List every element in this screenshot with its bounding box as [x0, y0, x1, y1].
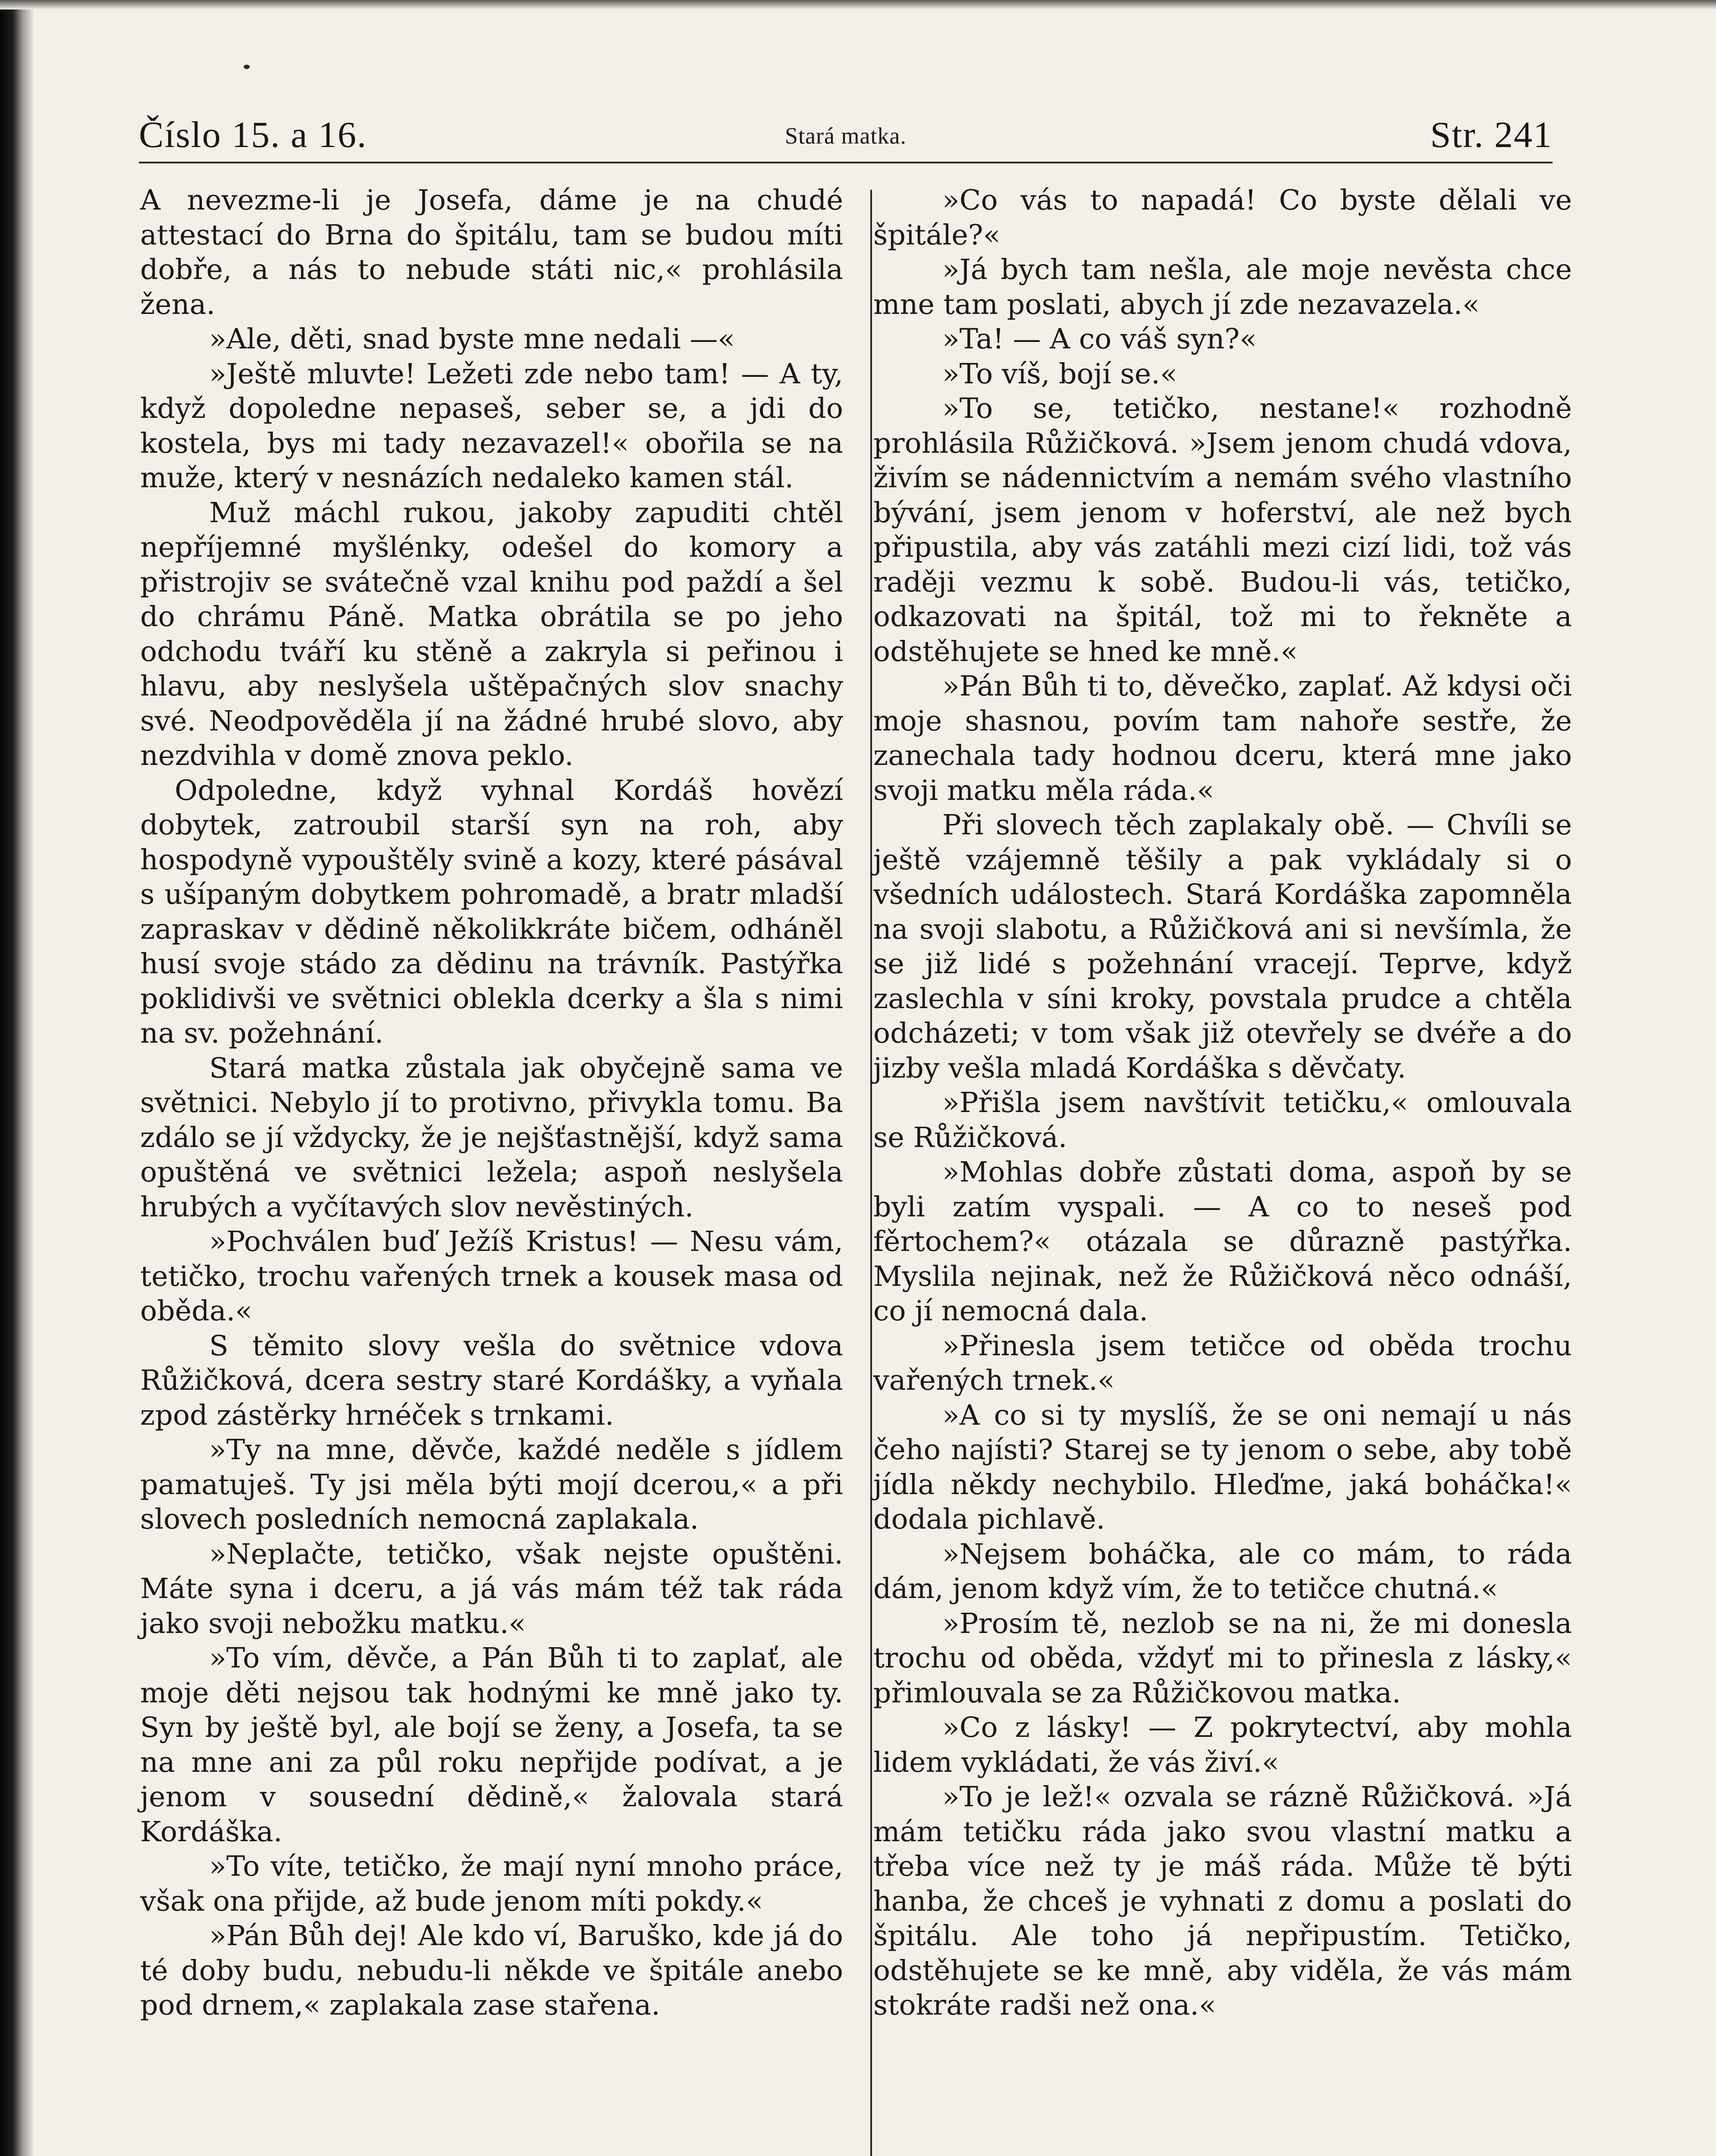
paragraph: »Pán Bůh ti to, děvečko, zaplať. Až kdysi oči moje shasnou, povím tam nahoře sestře, že zanechala tady hodnou dceru, která mne jako svoji matku měla ráda.«	[873, 670, 1572, 807]
paragraph: Při slovech těch zaplakaly obě. — Chvíli se ještě vzájemně těšily a pak vykládaly si o všedních událostech. Stará Kordáška zapomněla na svoji slabotu, a Růžičková ani si nevšímla, že se již lidé s požehnání vracejí. Teprve, když zaslechla v síni kroky, povstala prudce a chtěla odcházeti; v tom však již otevřely se dvéře a do jizby vešla mladá Kordáška s děvčaty.	[873, 809, 1572, 1084]
paragraph: »Přišla jsem navštívit tetičku,« omlouvala se Růžičková.	[873, 1087, 1572, 1154]
paragraph: »A co si ty myslíš, že se oni nemají u nás čeho najísti? Starej se ty jenom o sebe, aby tobě jídla někdy nechybilo. Hleďme, jaká boháčka!« dodala pichlavě.	[873, 1399, 1572, 1536]
paragraph: »Pán Bůh dej! Ale kdo ví, Baruško, kde já do té doby budu, nebudu-li někde ve špitále anebo pod drnem,« zaplakala zase stařena.	[140, 1920, 843, 2021]
paragraph: »Co vás to napadá! Co byste dělali ve špitále?«	[873, 184, 1572, 251]
page-number: Str. 241	[1430, 114, 1553, 155]
paragraph: Stará matka zůstala jak obyčejně sama ve světnici. Nebylo jí to protivno, přivykla tomu. Ba zdálo se jí vždycky, že je nejšťastnější, když sama opuštěná ve světnici ležela; aspoň neslyšela hrubých a vyčítavých slov nevěstiných.	[140, 1052, 843, 1223]
paragraph: Odpoledne, když vyhnal Kordáš hovězí dobytek, zatroubil starší syn na roh, aby hospodyně vypouštěly svině a kozy, které pásával s ušípaným dobytkem pohromadě, a bratr mladší zapraskav v dědině několikkráte bičem, odháněl husí svoje stádo za dědinu na trávník. Pastýřka poklidivši ve světnici oblekla dcerky a šla s nimi na sv. požehnání.	[140, 774, 843, 1050]
paragraph: »To se, tetičko, nestane!« rozhodně prohlásila Růžičková. »Jsem jenom chudá vdova, živím se nádennictvím a nemám svého vlastního bývání, jsem jenom v hoferství, ale než bych připustila, aby vás zatáhli mezi cizí lidi, tož vás raději vezmu k sobě. Budou-li vás, tetičko, odkazovati na špitál, tož mi to řekněte a odstěhujete se hned ke mně.«	[873, 392, 1572, 668]
paragraph: »To je lež!« ozvala se rázně Růžičková. »Já mám tetičku ráda jako svou vlastní matku a třeba více než ty je máš ráda. Může tě býti hanba, že chceš je vyhnati z domu a poslati do špitálu. Ale toho já nepřipustím. Tetičko, odstěhujete se ke mně, aby viděla, že vás mám stokráte radši než ona.«	[873, 1781, 1572, 2021]
paragraph: »Já bych tam nešla, ale moje nevěsta chce mne tam poslati, abych jí zde nezavazela.«	[873, 254, 1572, 321]
paragraph: »Pochválen buď Ježíš Kristus! — Nesu vám, tetičko, trochu vařených trnek a kousek masa od oběda.«	[140, 1225, 843, 1327]
paragraph: »Ta! — A co váš syn?«	[942, 323, 1257, 355]
paragraph: »To víte, tetičko, že mají nyní mnoho práce, však ona přijde, až bude jenom míti pokdy.«	[140, 1850, 843, 1918]
paragraph: »Nejsem boháčka, ale co mám, to ráda dám, jenom když vím, že to tetičce chutná.«	[873, 1538, 1572, 1605]
page-top-edge	[0, 0, 1716, 9]
header-rule	[139, 162, 1553, 163]
paragraph: Muž máchl rukou, jakoby zapuditi chtěl nepříjemné myšlénky, odešel do komory a přistrojiv se svátečně vzal knihu pod paždí a šel do chrámu Páně. Matka obrátila se po jeho odchodu tváří ku stěně a zakryla si peřinou i hlavu, aby neslyšela uštěpačných slov snachy své. Neodpověděla jí na žádné hrubé slovo, aby nezdvihla v domě znova peklo.	[140, 496, 843, 772]
paragraph: A nevezme-li je Josefa, dáme je na chudé attestací do Brna do špitálu, tam se budou míti dobře, a nás to nebude státi nic,« prohlásila žena.	[140, 184, 843, 321]
paragraph: »Přinesla jsem tetičce od oběda trochu vařených trnek.«	[873, 1329, 1572, 1397]
right-column	[873, 183, 1572, 2023]
page-binding-edge	[0, 0, 35, 2156]
paragraph: »Neplačte, tetičko, však nejste opuštěni. Máte syna i dceru, a já vás mám též tak ráda jako svoji nebožku matku.«	[140, 1538, 843, 1640]
paragraph: »Ale, děti, snad byste mne nedali —«	[209, 323, 735, 355]
scan-speck	[244, 65, 250, 69]
column-divider	[870, 190, 872, 2156]
left-column	[140, 183, 843, 2023]
paragraph: »Co z lásky! — Z pokrytectví, aby mohla lidem vykládati, že vás živí.«	[873, 1711, 1572, 1779]
paragraph: »Mohlas dobře zůstati doma, aspoň by se byli zatím vyspali. — A co to neseš pod fěrtochem?« otázala se důrazně pastýřka. Myslila nejinak, než že Růžičková něco odnáší, co jí nemocná dala.	[873, 1156, 1572, 1327]
paragraph: »Ještě mluvte! Ležeti zde nebo tam! — A ty, když dopoledne nepaseš, seber se, a jdi do kostela, bys mi tady nezavazel!« obořila se na muže, který v nesnázích nedaleko kamen stál.	[140, 357, 843, 494]
paragraph: »To víš, bojí se.«	[942, 357, 1177, 390]
paragraph: S těmito slovy vešla do světnice vdova Růžičková, dcera sestry staré Kordášky, a vyňala zpod zástěrky hrnéček s trnkami.	[140, 1329, 843, 1432]
issue-number: Číslo 15. a 16.	[139, 114, 367, 155]
paragraph: »Ty na mne, děvče, každé neděle s jídlem pamatuješ. Ty jsi měla býti mojí dcerou,« a při slovech posledních nemocná zaplakala.	[140, 1434, 843, 1536]
running-title: Stará matka.	[785, 123, 907, 149]
paragraph: »To vím, děvče, a Pán Bůh ti to zaplať, ale moje děti nejsou tak hodnými ke mně jako ty. Syn by ještě byl, ale bojí se ženy, a Josefa, ta se na mne ani za půl roku nepřijde podívat, a je jenom v sousední dědině,« žalovala stará Kordáška.	[140, 1642, 843, 1848]
page-header	[139, 113, 1553, 165]
paragraph: »Prosím tě, nezlob se na ni, že mi donesla trochu od oběda, vždyť mi to přinesla z lásky,« přimlouvala se za Růžičkovou matka.	[873, 1607, 1572, 1709]
